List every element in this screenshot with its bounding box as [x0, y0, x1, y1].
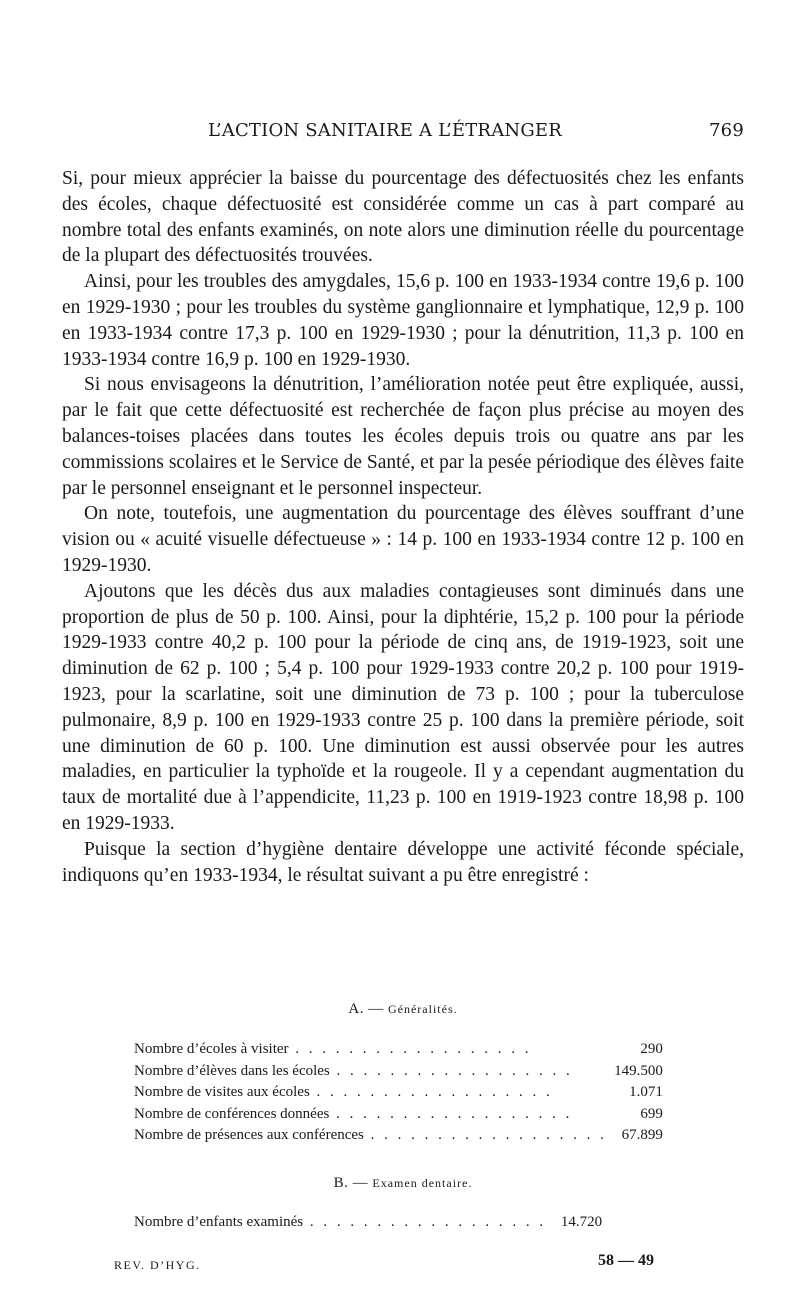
running-head — [62, 120, 744, 148]
leader-dots: . . . . . . . . . . . . . . . . . . — [309, 1084, 553, 1100]
running-title: L’ACTION SANITAIRE A L’ÉTRANGER — [208, 120, 563, 141]
paragraph: Si, pour mieux apprécier la baisse du pourcentage des défectuosités chez les enfants des écoles, chaque défectuosité est considérée comme un cas à part comparé au nombre total des enfants examinés, on note alors une diminution réelle du pourcentage de la plupart des défectuosités trouvées. — [62, 168, 744, 267]
paragraph: Ajoutons que les décès dus aux maladies contagieuses sont diminués dans une proportion de plus de 50 p. 100. Ainsi, pour la diphtérie, 15,2 p. 100 pour la période 1929-1933 contre 40,2 p. 100 pour la période de cinq ans, de 1919-1923, soit une diminution de 62 p. 100 ; 5,4 p. 100 pour 1929-1933 contre 20,2 p. 100 pour 1919-1923, pour la scarlatine, soit une diminution de 73 p. 100 ; pour la tuberculose pulmonaire, 8,9 p. 100 en 1929-1933 contre 25 p. 100 dans la première période, soit une diminution de 60 p. 100. Une diminution est aussi observée pour les autres maladies, en particulier la typhoïde et la rougeole. Il y a cependant augmentation du taux de mortalité due à l’appendicite, 11,23 p. 100 en 1919-1923 contre 18,98 p. 100 en 1929-1933. — [62, 580, 744, 834]
table-row — [134, 1212, 602, 1234]
section-title: Examen dentaire. — [372, 1176, 473, 1190]
table-row — [134, 1061, 663, 1083]
row-value: 149.500 — [614, 1062, 663, 1079]
table-row — [134, 1082, 663, 1104]
row-value: 14.720 — [560, 1214, 603, 1230]
document-page — [62, 0, 744, 1304]
body-text — [62, 166, 744, 888]
row-label: Nombre de visites aux écoles — [134, 1084, 310, 1100]
section-heading-b — [62, 1175, 744, 1192]
paragraph: Ainsi, pour les troubles des amygdales, 15,6 p. 100 en 1933-1934 contre 19,6 p. 100 en 1929-1930 ; pour les troubles du système ganglionnaire et lymphatique, 12,9 p. 100 en 1933-1934 contre 17,3 p. 100 en 1929-1930 ; pour la dénutrition, 11,3 p. 100 en 1933-1934 contre 16,9 p. 100 en 1929-1930. — [62, 271, 744, 370]
table-row — [134, 1125, 663, 1147]
table-row — [134, 1104, 663, 1126]
leader-dots: . . . . . . . . . . . . . . . . . . — [363, 1127, 607, 1143]
leader-dots: . . . . . . . . . . . . . . . . . . — [329, 1105, 573, 1122]
row-label: Nombre de conférences données — [134, 1105, 330, 1122]
leader-dots: . . . . . . . . . . . . . . . . . . — [303, 1214, 547, 1230]
page-footer — [62, 1252, 744, 1276]
paragraph: Puisque la section d’hygiène dentaire développe une activité féconde spéciale, indiquons qu’en 1933-1934, le résultat suivant a pu être enregistré : — [62, 838, 744, 886]
section-letter: A. — — [348, 1001, 384, 1017]
row-value: 290 — [640, 1041, 663, 1057]
section-heading-a — [62, 1001, 744, 1018]
leader-dots: . . . . . . . . . . . . . . . . . . — [329, 1062, 573, 1079]
signature-mark: 58 — 49 — [598, 1252, 654, 1269]
section-letter: B. — — [333, 1175, 369, 1191]
row-label: Nombre d’écoles à visiter — [134, 1041, 289, 1057]
page-number: 769 — [709, 120, 744, 141]
row-value: 699 — [640, 1105, 663, 1122]
paragraph: Si nous envisageons la dénutrition, l’amélioration notée peut être expliquée, aussi, par le fait que cette défectuosité est recherchée de façon plus précise au moyen des balances-toises placées dans toutes les écoles depuis trois ou quatre ans par les commissions scolaires et le Service de Santé, et par la pesée périodique des élèves faite par le personnel enseignant et le personnel inspecteur. — [62, 374, 744, 499]
row-label: Nombre de présences aux conférences — [134, 1127, 364, 1143]
statistics-table-a — [134, 1039, 663, 1147]
journal-abbreviation: REV. D’HYG. — [114, 1258, 201, 1272]
row-value: 67.899 — [621, 1127, 663, 1143]
row-label: Nombre d’enfants examinés — [134, 1214, 304, 1230]
table-row — [134, 1039, 663, 1061]
row-value: 1.071 — [629, 1084, 663, 1100]
paragraph: On note, toutefois, une augmentation du pourcentage des élèves souffrant d’une vision ou « acuité visuelle défectueuse » : 14 p. 100 en 1933-1934 contre 12 p. 100 en 1929-1930. — [62, 503, 744, 576]
row-label: Nombre d’élèves dans les écoles — [134, 1062, 330, 1079]
section-title: Généralités. — [387, 1002, 458, 1016]
statistics-table-b — [134, 1212, 602, 1234]
leader-dots: . . . . . . . . . . . . . . . . . . — [288, 1041, 532, 1057]
